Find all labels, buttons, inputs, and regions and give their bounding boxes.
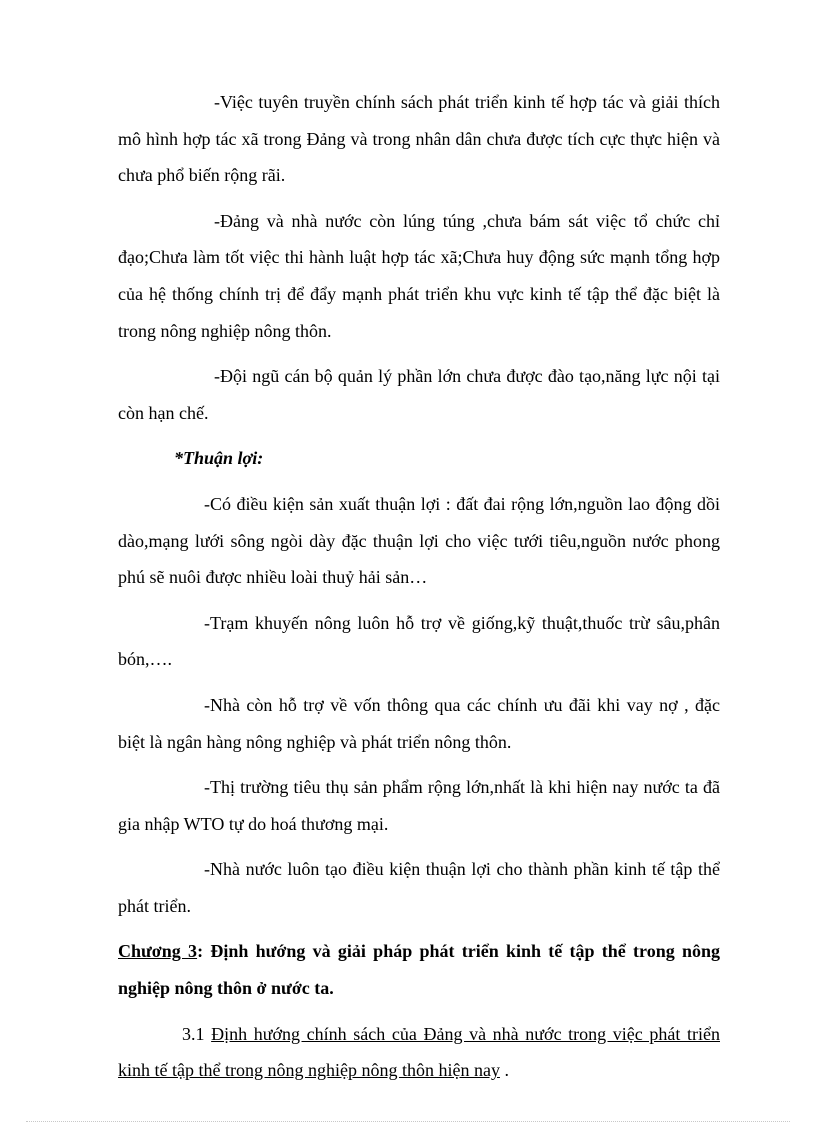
chapter-separator: : — [197, 941, 211, 962]
section-heading — [118, 1016, 720, 1089]
paragraph-production-conditions: -Có điều kiện sản xuất thuận lợi : đất đai rộng lớn,nguồn lao động dồi dào,mạng lưới sông ngòi dày đặc thuận lợi cho việc tưới tiêu,nguồn nước phong phú sẽ nuôi được nhiều loài thuỷ hải sản… — [118, 493, 720, 588]
chapter-label: Chương 3 — [118, 941, 198, 962]
paragraph-cadres: -Đội ngũ cán bộ quản lý phần lớn chưa được đào tạo,năng lực nội tại còn hạn chế. — [118, 366, 720, 423]
page-bottom-divider — [26, 1121, 790, 1122]
paragraph-market: -Thị trường tiêu thụ sản phẩm rộng lớn,nhất là khi hiện nay nước ta đã gia nhập WTO tự do hoá thương mại. — [118, 777, 720, 834]
section-suffix: . — [499, 1060, 509, 1081]
subheading-advantages: *Thuận lợi: — [174, 448, 264, 469]
section-number: 3.1 — [182, 1023, 212, 1044]
paragraph-extension-station: -Trạm khuyến nông luôn hỗ trợ về giống,kỹ thuật,thuốc trừ sâu,phân bón,…. — [118, 612, 720, 670]
chapter-title: Định hướng và giải pháp phát triển kinh tế tập thể trong nông nghiệp nông thôn ở nước ta. — [118, 941, 721, 999]
paragraph-capital-support: -Nhà còn hỗ trợ về vốn thông qua các chính ưu đãi khi vay nợ , đặc biệt là ngân hàng nông nghiệp và phát triển nông thôn. — [118, 694, 720, 752]
document-page — [118, 84, 720, 1098]
chapter-heading — [118, 933, 720, 1006]
paragraph-party-state: -Đảng và nhà nước còn lúng túng ,chưa bám sát việc tổ chức chỉ đạo;Chưa làm tốt việc thi hành luật hợp tác xã;Chưa huy động sức mạnh tổng hợp của hệ thống chính trị để đẩy mạnh phát triển khu vực kinh tế tập thể đặc biệt là trong nông nghiệp nông thôn. — [118, 210, 720, 341]
paragraph-state-support: -Nhà nước luôn tạo điều kiện thuận lợi cho thành phần kinh tế tập thể phát triển. — [118, 859, 720, 916]
section-title: Định hướng chính sách của Đảng và nhà nước trong việc phát triển kinh tế tập thể trong nông nghiệp nông thôn hiện nay — [118, 1023, 720, 1081]
paragraph-propaganda: -Việc tuyên truyền chính sách phát triển kinh tế hợp tác và giải thích mô hình hợp tác xã trong Đảng và trong nhân dân chưa được tích cực thực hiện và chưa phổ biến rộng rãi. — [118, 92, 720, 186]
